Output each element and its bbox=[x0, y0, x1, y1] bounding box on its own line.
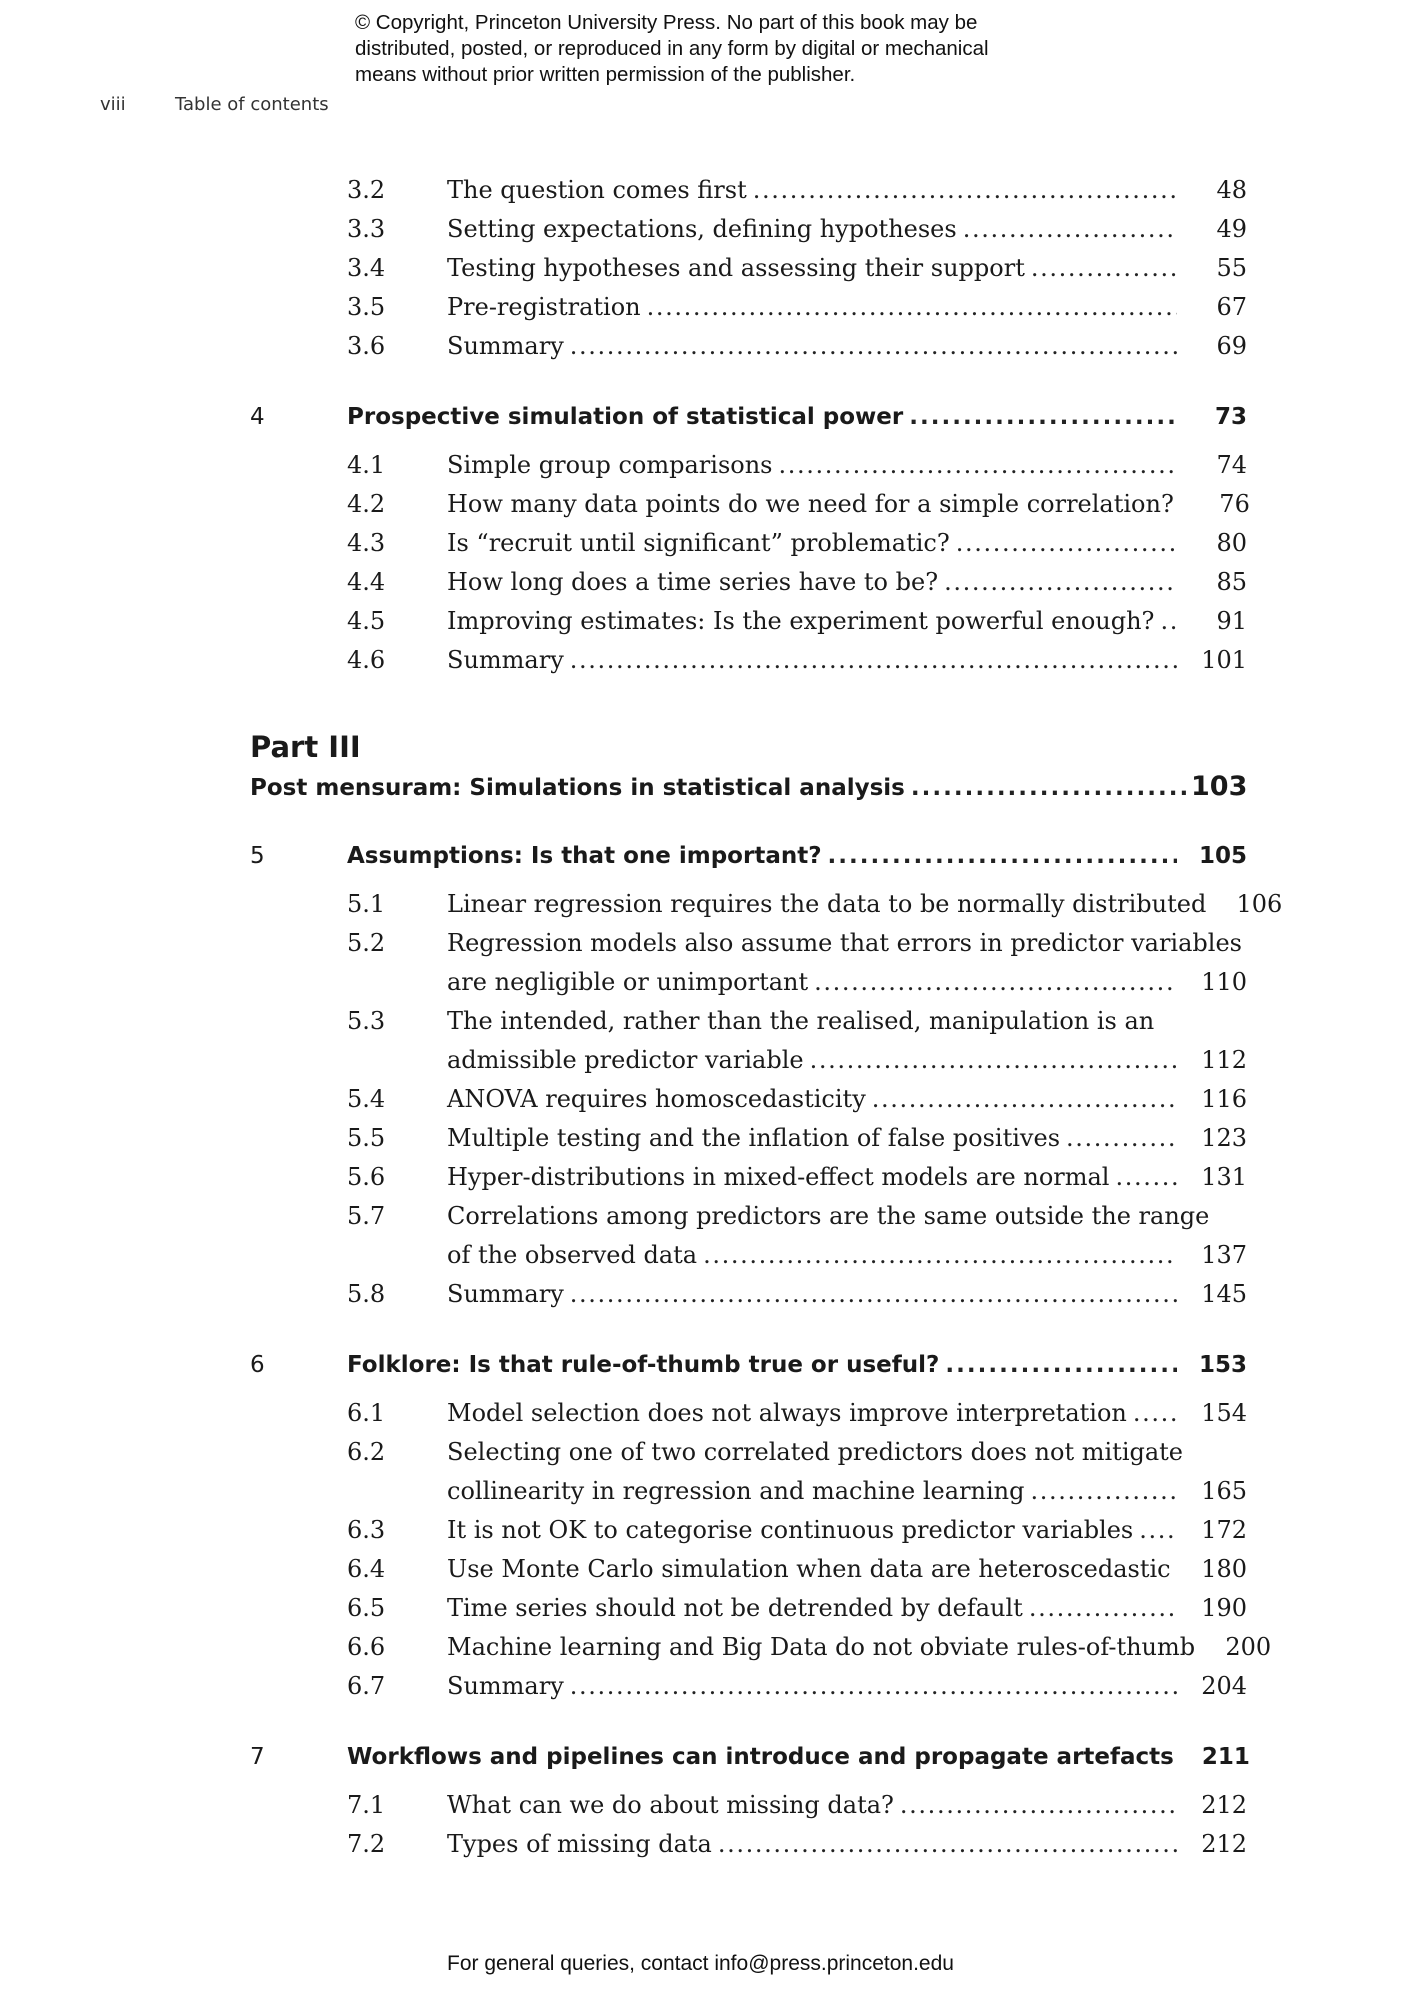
section-page: 145 bbox=[1201, 1280, 1247, 1308]
copyright-line: © Copyright, Princeton University Press. No part of this book may be bbox=[355, 11, 978, 34]
section-title: Selecting one of two correlated predictors does not mitigate bbox=[447, 1438, 1184, 1466]
section-page: 91 bbox=[1216, 607, 1247, 635]
dot-leader bbox=[647, 293, 1177, 321]
chapter-page: 153 bbox=[1198, 1352, 1247, 1378]
section-page: 200 bbox=[1225, 1633, 1272, 1661]
dot-leader bbox=[718, 1830, 1177, 1858]
toc-section-entry[interactable] bbox=[347, 1594, 1247, 1622]
section-page: 212 bbox=[1201, 1791, 1247, 1819]
section-title: Hyper-distributions in mixed-effect models are normal bbox=[447, 1163, 1110, 1191]
toc-section-entry[interactable] bbox=[347, 215, 1247, 243]
section-page: 85 bbox=[1216, 568, 1247, 596]
toc-chapter-entry[interactable] bbox=[250, 1352, 1247, 1378]
section-title: of the observed data bbox=[447, 1241, 698, 1269]
part-page: 103 bbox=[1191, 771, 1248, 802]
toc-section-entry[interactable] bbox=[347, 890, 1283, 918]
dot-leader bbox=[1031, 254, 1177, 282]
dot-leader bbox=[1066, 1124, 1177, 1152]
toc-section-entry[interactable] bbox=[347, 1163, 1247, 1191]
dot-leader bbox=[900, 1791, 1177, 1819]
toc-section-entry[interactable] bbox=[347, 1085, 1247, 1113]
section-title: The intended, rather than the realised, manipulation is an bbox=[447, 1007, 1155, 1035]
dot-leader bbox=[1133, 1399, 1177, 1427]
section-title: It is not OK to categorise continuous predictor variables bbox=[447, 1516, 1134, 1544]
chapter-page: 211 bbox=[1201, 1744, 1250, 1770]
section-page: 165 bbox=[1201, 1477, 1247, 1505]
chapter-number: 7 bbox=[250, 1744, 265, 1770]
section-page: 67 bbox=[1216, 293, 1247, 321]
section-page: 212 bbox=[1201, 1830, 1247, 1858]
toc-section-entry[interactable] bbox=[347, 1399, 1247, 1427]
toc-section-entry[interactable] bbox=[347, 1202, 1247, 1230]
dot-leader bbox=[570, 332, 1177, 360]
dot-leader bbox=[828, 843, 1177, 869]
section-number: 5.8 bbox=[347, 1280, 386, 1308]
section-title: How long does a time series have to be? bbox=[447, 568, 939, 596]
section-page: 180 bbox=[1201, 1555, 1247, 1583]
section-number: 3.6 bbox=[347, 332, 386, 360]
part-title: Post mensuram: Simulations in statistical analysis bbox=[250, 775, 905, 801]
section-page: 137 bbox=[1201, 1241, 1247, 1269]
section-number: 4.1 bbox=[347, 451, 386, 479]
dot-leader bbox=[963, 215, 1177, 243]
section-number: 5.6 bbox=[347, 1163, 386, 1191]
section-title: Types of missing data bbox=[447, 1830, 712, 1858]
page-number: viii bbox=[100, 94, 126, 115]
section-number: 4.4 bbox=[347, 568, 386, 596]
section-title: Regression models also assume that errors in predictor variables bbox=[447, 929, 1242, 957]
section-title: Summary bbox=[447, 1672, 564, 1700]
dot-leader bbox=[944, 568, 1177, 596]
toc-chapter-entry[interactable] bbox=[250, 404, 1247, 430]
section-number: 5.3 bbox=[347, 1007, 386, 1035]
section-page: 74 bbox=[1216, 451, 1247, 479]
section-page: 116 bbox=[1201, 1085, 1247, 1113]
section-title: Summary bbox=[447, 1280, 564, 1308]
section-number: 6.6 bbox=[347, 1633, 386, 1661]
section-title: What can we do about missing data? bbox=[447, 1791, 894, 1819]
section-number: 7.2 bbox=[347, 1830, 386, 1858]
section-title: Summary bbox=[447, 332, 564, 360]
section-page: 69 bbox=[1216, 332, 1247, 360]
section-title: collinearity in regression and machine learning bbox=[447, 1477, 1025, 1505]
dot-leader bbox=[1029, 1594, 1177, 1622]
chapter-number: 6 bbox=[250, 1352, 265, 1378]
section-page: 49 bbox=[1216, 215, 1247, 243]
section-number: 5.7 bbox=[347, 1202, 386, 1230]
chapter-title: Assumptions: Is that one important? bbox=[347, 843, 822, 869]
section-title: Is “recruit until significant” problematic? bbox=[447, 529, 950, 557]
section-number: 6.7 bbox=[347, 1672, 386, 1700]
toc-section-entry[interactable] bbox=[347, 1007, 1247, 1035]
section-page: 110 bbox=[1201, 968, 1247, 996]
toc-section-entry[interactable] bbox=[347, 1555, 1247, 1583]
dot-leader bbox=[956, 529, 1177, 557]
section-title: Multiple testing and the inflation of false positives bbox=[447, 1124, 1061, 1152]
toc-section-entry[interactable] bbox=[347, 529, 1247, 557]
chapter-title: Folklore: Is that rule-of-thumb true or useful? bbox=[347, 1352, 940, 1378]
dot-leader bbox=[753, 176, 1177, 204]
section-page: 76 bbox=[1219, 490, 1250, 518]
section-number: 3.3 bbox=[347, 215, 386, 243]
section-number: 4.5 bbox=[347, 607, 386, 635]
section-number: 6.3 bbox=[347, 1516, 386, 1544]
section-title: are negligible or unimportant bbox=[447, 968, 809, 996]
chapter-page: 73 bbox=[1214, 404, 1247, 430]
section-title: Simple group comparisons bbox=[447, 451, 773, 479]
dot-leader bbox=[1160, 607, 1177, 635]
section-page: 131 bbox=[1201, 1163, 1247, 1191]
dot-leader bbox=[570, 1672, 1177, 1700]
section-number: 6.1 bbox=[347, 1399, 386, 1427]
section-number: 4.2 bbox=[347, 490, 386, 518]
toc-section-entry[interactable] bbox=[347, 1516, 1247, 1544]
chapter-page: 105 bbox=[1198, 843, 1247, 869]
section-page: 101 bbox=[1201, 646, 1247, 674]
section-number: 5.5 bbox=[347, 1124, 386, 1152]
section-number: 6.5 bbox=[347, 1594, 386, 1622]
section-title: Improving estimates: Is the experiment powerful enough? bbox=[447, 607, 1155, 635]
section-title: ANOVA requires homoscedasticity bbox=[447, 1085, 866, 1113]
section-title: Time series should not be detrended by default bbox=[447, 1594, 1023, 1622]
chapter-number: 4 bbox=[250, 404, 265, 430]
dot-leader bbox=[810, 1046, 1177, 1074]
section-title: Linear regression requires the data to be normally distributed bbox=[447, 890, 1207, 918]
section-number: 5.2 bbox=[347, 929, 386, 957]
toc-section-entry[interactable] bbox=[347, 176, 1247, 204]
toc-section-entry[interactable] bbox=[347, 1280, 1247, 1308]
dot-leader bbox=[814, 968, 1177, 996]
section-page: 55 bbox=[1216, 254, 1247, 282]
toc-section-continuation[interactable] bbox=[347, 1046, 1247, 1074]
section-title: The question comes first bbox=[447, 176, 747, 204]
toc-section-entry[interactable] bbox=[347, 1633, 1272, 1661]
toc-part-entry[interactable] bbox=[250, 771, 1247, 802]
copyright-line: distributed, posted, or reproduced in any form by digital or mechanical bbox=[355, 37, 989, 60]
dot-leader bbox=[945, 1352, 1177, 1378]
toc-section-entry[interactable] bbox=[347, 332, 1247, 360]
section-title: Pre-registration bbox=[447, 293, 641, 321]
dot-leader bbox=[909, 404, 1177, 430]
part-label: Part III bbox=[250, 730, 361, 764]
toc-section-entry[interactable] bbox=[347, 568, 1247, 596]
section-title: Use Monte Carlo simulation when data are heteroscedastic bbox=[447, 1555, 1171, 1583]
section-page: 123 bbox=[1201, 1124, 1247, 1152]
section-page: 204 bbox=[1201, 1672, 1247, 1700]
dot-leader bbox=[570, 646, 1177, 674]
dot-leader bbox=[779, 451, 1178, 479]
toc-chapter-entry[interactable] bbox=[250, 843, 1247, 869]
section-page: 106 bbox=[1236, 890, 1283, 918]
dot-leader bbox=[1031, 1477, 1178, 1505]
toc-section-continuation[interactable] bbox=[347, 968, 1247, 996]
section-title: Summary bbox=[447, 646, 564, 674]
section-number: 4.6 bbox=[347, 646, 386, 674]
toc-section-entry[interactable] bbox=[347, 451, 1247, 479]
toc-section-entry[interactable] bbox=[347, 607, 1247, 635]
section-title: Correlations among predictors are the same outside the range bbox=[447, 1202, 1210, 1230]
dot-leader bbox=[703, 1241, 1177, 1269]
toc-section-entry[interactable] bbox=[347, 929, 1247, 957]
copyright-notice bbox=[355, 10, 1115, 88]
running-head-title: Table of contents bbox=[175, 94, 329, 115]
toc-chapter-entry[interactable] bbox=[250, 1744, 1250, 1770]
dot-leader bbox=[1115, 1163, 1177, 1191]
section-page: 112 bbox=[1201, 1046, 1247, 1074]
section-number: 3.5 bbox=[347, 293, 386, 321]
section-number: 6.2 bbox=[347, 1438, 386, 1466]
section-number: 7.1 bbox=[347, 1791, 386, 1819]
dot-leader bbox=[911, 775, 1187, 801]
section-number: 5.4 bbox=[347, 1085, 386, 1113]
toc-section-continuation[interactable] bbox=[347, 1477, 1247, 1505]
chapter-title: Workflows and pipelines can introduce and propagate artefacts bbox=[347, 1744, 1174, 1770]
dot-leader bbox=[872, 1085, 1177, 1113]
toc-section-entry[interactable] bbox=[347, 490, 1250, 518]
section-title: Testing hypotheses and assessing their support bbox=[447, 254, 1025, 282]
section-page: 154 bbox=[1201, 1399, 1247, 1427]
dot-leader bbox=[570, 1280, 1177, 1308]
toc-section-entry[interactable] bbox=[347, 1830, 1247, 1858]
toc-section-entry[interactable] bbox=[347, 1791, 1247, 1819]
section-page: 80 bbox=[1216, 529, 1247, 557]
section-number: 3.2 bbox=[347, 176, 386, 204]
section-page: 190 bbox=[1201, 1594, 1247, 1622]
toc-section-entry[interactable] bbox=[347, 1124, 1247, 1152]
section-title: admissible predictor variable bbox=[447, 1046, 804, 1074]
dot-leader bbox=[1139, 1516, 1177, 1544]
section-page: 48 bbox=[1216, 176, 1247, 204]
section-number: 4.3 bbox=[347, 529, 386, 557]
section-title: Machine learning and Big Data do not obviate rules-of-thumb bbox=[447, 1633, 1196, 1661]
section-number: 3.4 bbox=[347, 254, 386, 282]
section-title: Model selection does not always improve interpretation bbox=[447, 1399, 1127, 1427]
section-number: 5.1 bbox=[347, 890, 386, 918]
toc-section-entry[interactable] bbox=[347, 1672, 1247, 1700]
toc-section-entry[interactable] bbox=[347, 254, 1247, 282]
section-title: Setting expectations, defining hypotheses bbox=[447, 215, 957, 243]
section-number: 6.4 bbox=[347, 1555, 386, 1583]
section-page: 172 bbox=[1201, 1516, 1247, 1544]
footer-contact: For general queries, contact info@press.princeton.edu bbox=[447, 1952, 954, 1975]
chapter-title: Prospective simulation of statistical power bbox=[347, 404, 904, 430]
chapter-number: 5 bbox=[250, 843, 265, 869]
section-title: How many data points do we need for a simple correlation? bbox=[447, 490, 1174, 518]
copyright-line: means without prior written permission of the publisher. bbox=[355, 63, 856, 86]
toc-section-entry[interactable] bbox=[347, 293, 1247, 321]
toc-section-continuation[interactable] bbox=[347, 1241, 1247, 1269]
toc-section-entry[interactable] bbox=[347, 646, 1247, 674]
toc-section-entry[interactable] bbox=[347, 1438, 1247, 1466]
